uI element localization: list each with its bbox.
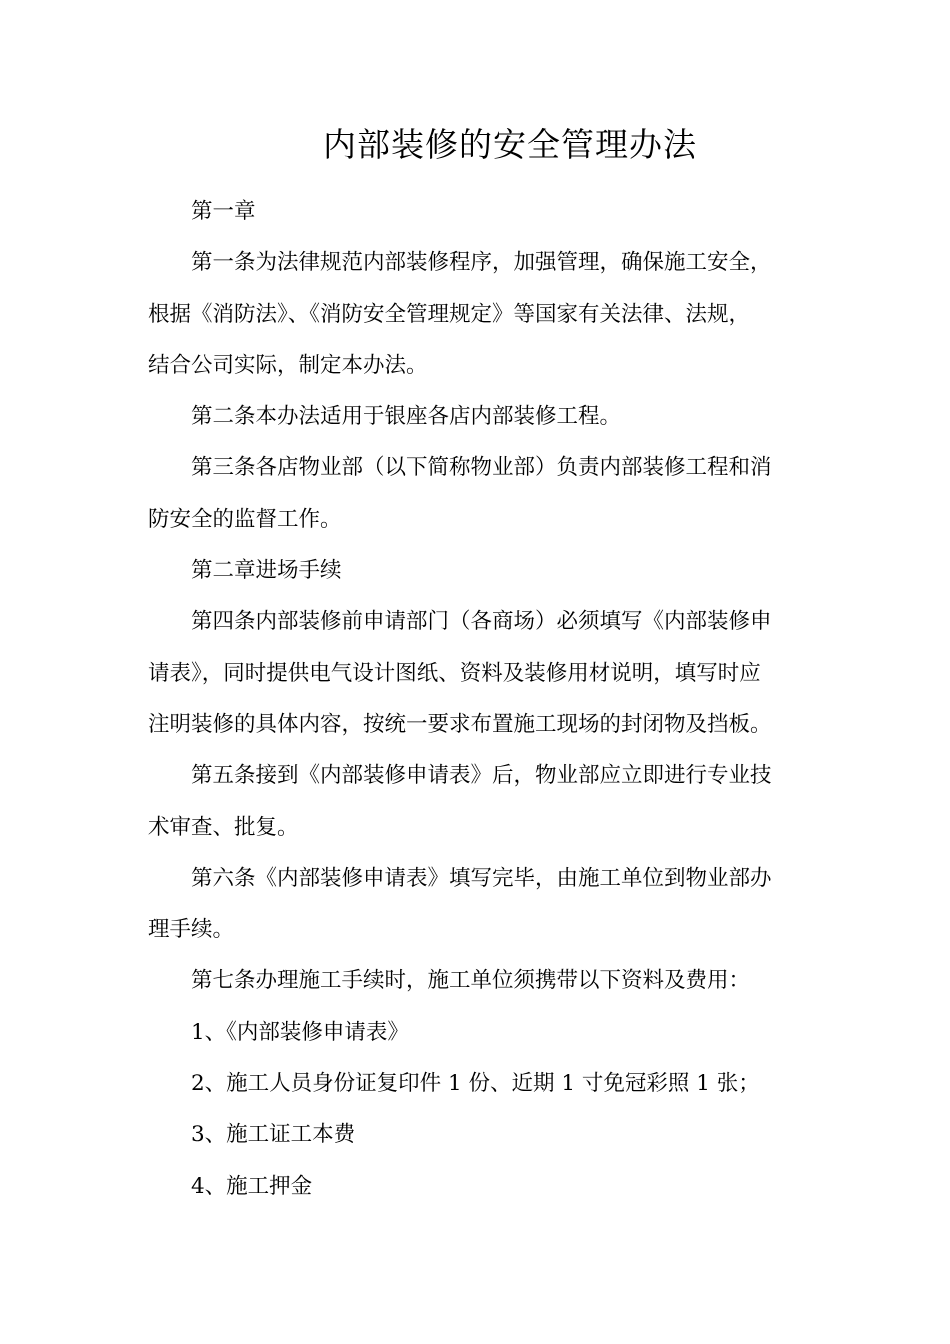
- article-5: [148, 750, 798, 853]
- article-5-line-2: 术审查、批复。: [148, 814, 299, 840]
- document-body: [148, 186, 798, 1212]
- article-4: [148, 596, 798, 750]
- article-4-line-1: 第四条内部装修前申请部门（各商场）必须填写《内部装修申: [191, 609, 772, 635]
- article-1: [148, 237, 798, 391]
- article-3-line-2: 防安全的监督工作。: [148, 506, 342, 532]
- list-item: 2、施工人员身份证复印件 1 份、近期 1 寸免冠彩照 1 张；: [191, 1071, 760, 1097]
- article-4-line-2: 请表》，同时提供电气设计图纸、资料及装修用材说明，填写时应: [148, 660, 761, 686]
- article-1-line-1: 第一条为法律规范内部装修程序，加强管理，确保施工安全，: [191, 250, 772, 276]
- article-7: [148, 955, 798, 1006]
- article-3-line-1: 第三条各店物业部（以下简称物业部）负责内部装修工程和消: [191, 455, 772, 481]
- article-2-line-1: 第二条本办法适用于银座各店内部装修工程。: [191, 404, 622, 430]
- article-6-line-1: 第六条《内部装修申请表》填写完毕，由施工单位到物业部办: [191, 865, 772, 891]
- chapter-2-heading: 第二章进场手续: [191, 558, 342, 584]
- article-2: [148, 391, 798, 442]
- article-1-line-3: 结合公司实际，制定本办法。: [148, 352, 428, 378]
- article-1-line-2: 根据《消防法》、《消防安全管理规定》等国家有关法律、法规，: [148, 301, 751, 327]
- article-7-line-1: 第七条办理施工手续时，施工单位须携带以下资料及费用：: [191, 968, 751, 994]
- article-3: [148, 442, 798, 545]
- list-item: 3、施工证工本费: [191, 1122, 356, 1148]
- chapter-1-heading: 第一章: [191, 199, 256, 224]
- article-6-line-2: 理手续。: [148, 917, 235, 943]
- article-6: [148, 853, 798, 956]
- document-title: 内部装修的安全管理办法: [323, 125, 697, 164]
- list-item: 1、《内部装修申请表》: [191, 1019, 409, 1045]
- article-4-line-3: 注明装修的具体内容，按统一要求布置施工现场的封闭物及挡板。: [148, 711, 772, 737]
- list-item: 4、施工押金: [191, 1173, 313, 1199]
- article-5-line-1: 第五条接到《内部装修申请表》后，物业部应立即进行专业技: [191, 763, 772, 789]
